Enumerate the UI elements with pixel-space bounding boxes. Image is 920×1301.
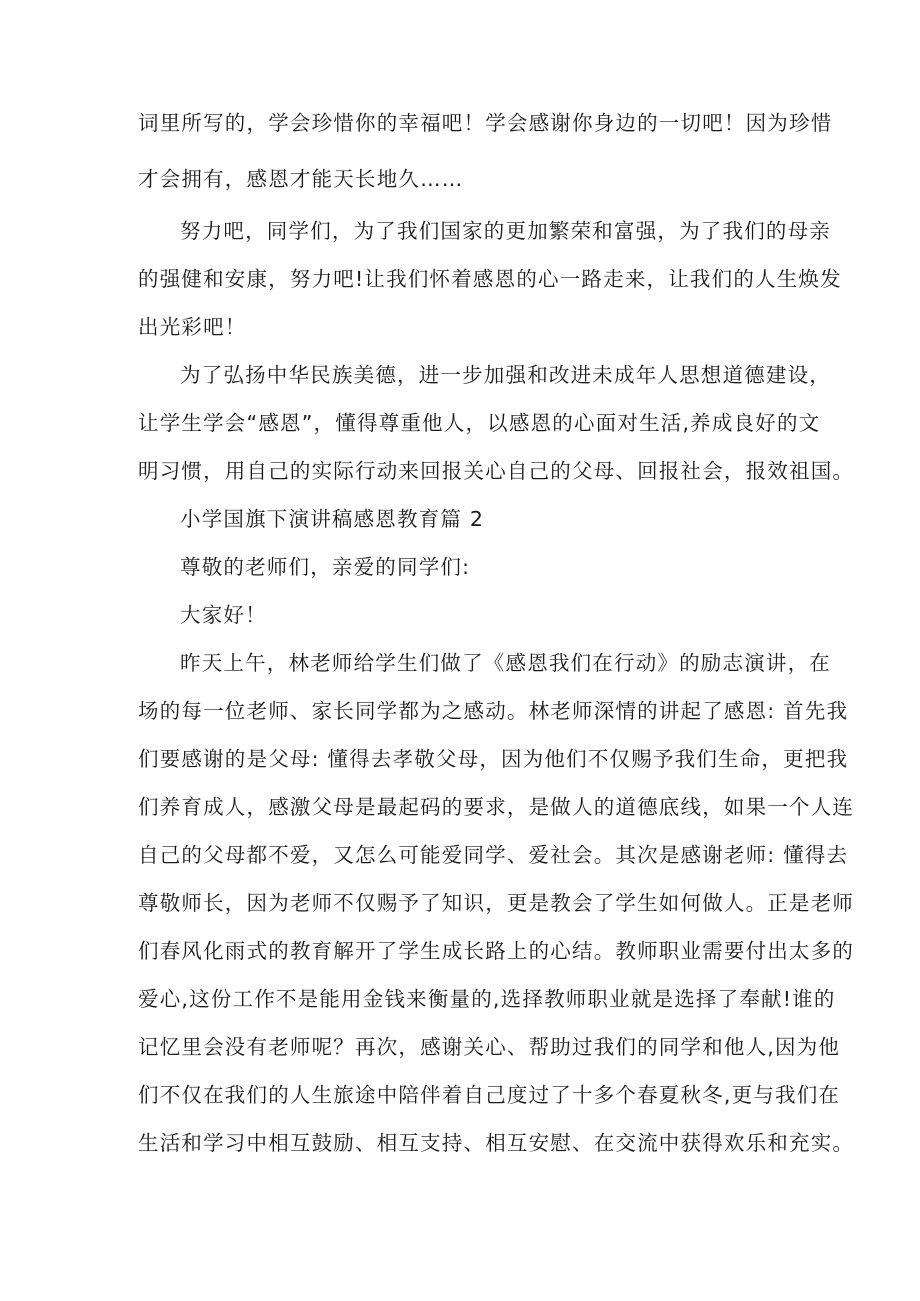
text-line: 们不仅在我们的人生旅途中陪伴着自己度过了十多个春夏秋冬,更与我们在 bbox=[138, 1083, 841, 1107]
section-title: 小学国旗下演讲稿感恩教育篇 2 bbox=[180, 507, 485, 531]
paragraph-start-line: 努力吧，同学们，为了我们国家的更加繁荣和富强，为了我们的母亲 bbox=[180, 219, 831, 243]
text-line: 们要感谢的是父母: 懂得去孝敬父母，因为他们不仅赐予我们生命，更把我 bbox=[138, 747, 849, 771]
greeting-line: 大家好！ bbox=[180, 603, 267, 627]
text-line: 出光彩吧！ bbox=[138, 315, 247, 339]
text-line: 让学生学会“感恩”，懂得尊重他人，以感恩的心面对生活,养成良好的文 bbox=[138, 411, 821, 435]
text-line: 记忆里会没有老师呢？再次，感谢关心、帮助过我们的同学和他人,因为他 bbox=[138, 1035, 841, 1059]
paragraph-start-line: 昨天上午，林老师给学生们做了《感恩我们在行动》的励志演讲，在 bbox=[180, 651, 831, 675]
text-line: 尊敬师长，因为老师不仅赐予了知识，更是教会了学生如何做人。正是老师 bbox=[138, 891, 855, 915]
paragraph-start-line: 为了弘扬中华民族美德，进一步加强和改进未成年人思想道德建设， bbox=[180, 363, 831, 387]
text-line: 的强健和安康，努力吧!让我们怀着感恩的心一路走来，让我们的人生焕发 bbox=[138, 267, 842, 291]
text-line: 自己的父母都不爱，又怎么可能爱同学、爱社会。其次是感谢老师: 懂得去 bbox=[138, 843, 849, 867]
text-line: 们养育成人，感激父母是最起码的要求，是做人的道德底线，如果一个人连 bbox=[138, 795, 855, 819]
text-line: 明习惯，用自己的实际行动来回报关心自己的父母、回报社会，报效祖国。 bbox=[138, 459, 855, 483]
text-line: 生活和学习中相互鼓励、相互支持、相互安慰、在交流中获得欢乐和充实。 bbox=[138, 1131, 855, 1155]
text-line: 词里所写的，学会珍惜你的幸福吧！学会感谢你身边的一切吧！因为珍惜 bbox=[138, 111, 833, 135]
text-line: 才会拥有，感恩才能天长地久…… bbox=[138, 167, 464, 191]
text-line: 爱心,这份工作不是能用金钱来衡量的,选择教师职业就是选择了奉献!谁的 bbox=[138, 987, 836, 1011]
text-line: 场的每一位老师、家长同学都为之感动。林老师深情的讲起了感恩: 首先我 bbox=[138, 699, 849, 723]
salutation-line: 尊敬的老师们，亲爱的同学们: bbox=[180, 555, 471, 579]
text-line: 们春风化雨式的教育解开了学生成长路上的心结。教师职业需要付出太多的 bbox=[138, 939, 855, 963]
